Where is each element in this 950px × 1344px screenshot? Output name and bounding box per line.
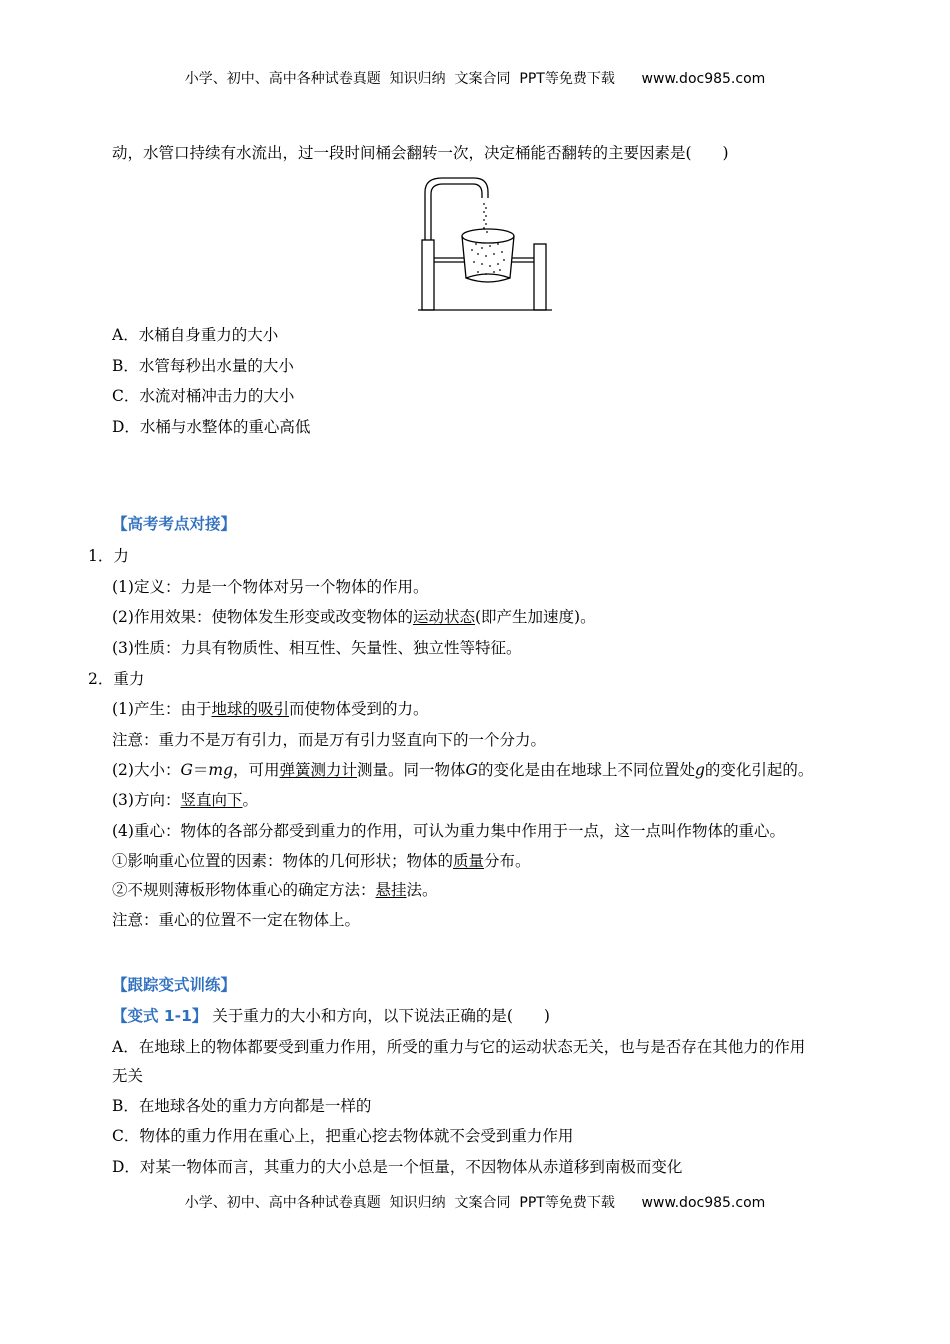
force-title: 1．力 [88,547,129,565]
option-d: D．水桶与水整体的重心高低 [112,418,311,436]
page-footer: 小学、初中、高中各种试卷真题 知识归纳 文案合同 PPT等免费下载 www.doc985.com [184,1195,766,1211]
variant-option-a-cont: 无关 [112,1067,144,1085]
variant-option-b: B．在地球各处的重力方向都是一样的 [112,1097,372,1115]
left-post [422,240,434,310]
option-a: A．水桶自身重力的大小 [112,326,279,344]
gravity-center: (4)重心：物体的各部分都受到重力的作用，可认为重力集中作用于一点，这一点叫作物体的重心。 [112,822,785,840]
bucket-figure [412,174,562,314]
variant-option-c: C．物体的重力作用在重心上，把重心挖去物体就不会受到重力作用 [112,1127,574,1145]
section-heading-exam: 【高考考点对接】 [112,515,237,533]
gravity-note-1: 注意：重力不是万有引力，而是万有引力竖直向下的一个分力。 [112,731,547,749]
variant-option-d: D．对某一物体而言，其重力的大小总是一个恒量，不因物体从赤道移到南极而变化 [112,1158,683,1176]
force-effect: (2)作用效果：使物体发生形变或改变物体的运动状态(即产生加速度)。 [112,608,596,626]
variant-question: 【变式 1-1】 关于重力的大小和方向，以下说法正确的是( ) [112,1007,550,1025]
gravity-method: ②不规则薄板形物体重心的确定方法：悬挂法。 [112,881,438,899]
force-nature: (3)性质：力具有物质性、相互性、矢量性、独立性等特征。 [112,639,522,657]
gravity-size: (2)大小：G＝mg，可用弹簧测力计测量。同一物体G的变化是由在地球上不同位置处g的变化引起的。 [112,761,814,779]
force-definition: (1)定义：力是一个物体对另一个物体的作用。 [112,578,429,596]
gravity-origin: (1)产生：由于地球的吸引而使物体受到的力。 [112,700,429,718]
variant-option-a: A．在地球上的物体都要受到重力作用，所受的重力与它的运动状态无关，也与是否存在其他力的作用 [112,1038,806,1056]
page-header: 小学、初中、高中各种试卷真题 知识归纳 文案合同 PPT等免费下载 www.doc985.com [184,71,766,87]
water-stream [471,203,505,275]
section-heading-train: 【跟踪变式训练】 [112,976,237,994]
question-intro: 动，水管口持续有水流出，过一段时间桶会翻转一次，决定桶能否翻转的主要因素是( ) [112,144,729,162]
bucket-rim [462,229,514,243]
option-b: B．水管每秒出水量的大小 [112,357,294,375]
gravity-note-2: 注意：重心的位置不一定在物体上。 [112,911,361,929]
gravity-factor: ①影响重心位置的因素：物体的几何形状；物体的质量分布。 [112,852,531,870]
gravity-direction: (3)方向：竖直向下。 [112,791,258,809]
gravity-title: 2．重力 [88,670,145,688]
right-post [534,244,546,310]
option-c: C．水流对桶冲击力的大小 [112,387,295,405]
water-pipe [425,178,488,240]
